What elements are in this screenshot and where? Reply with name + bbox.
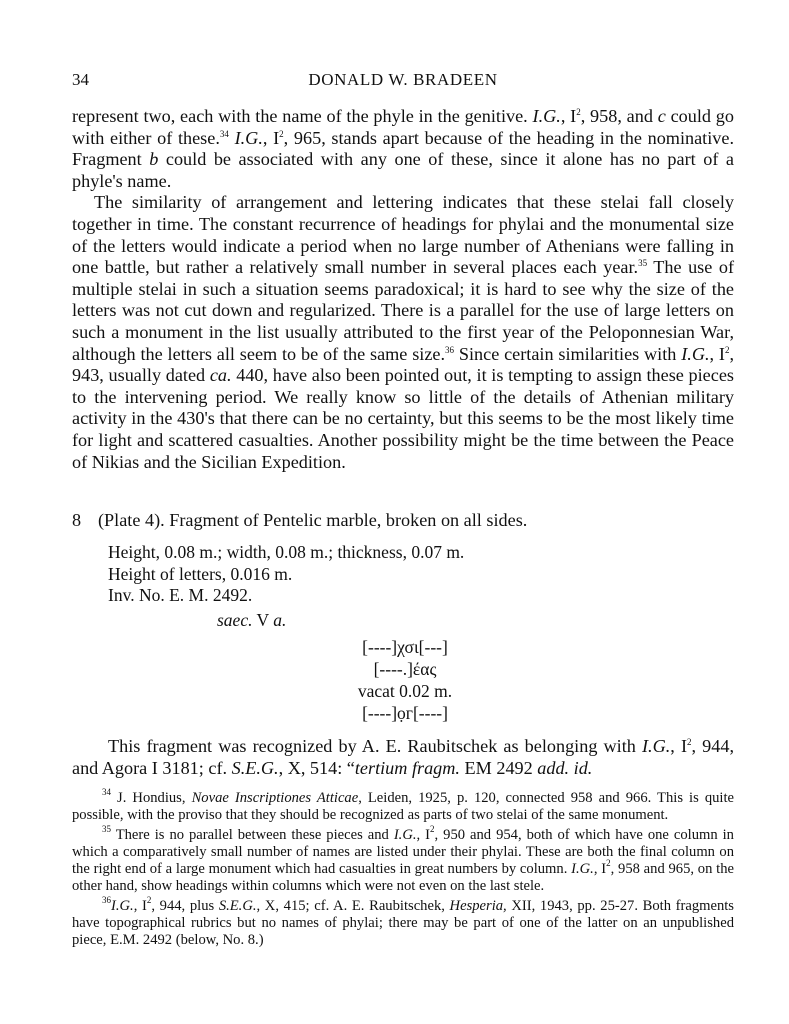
catalogue-entry-heading <box>72 509 734 531</box>
inscription-line-2: [----.]έας <box>373 659 437 679</box>
footnote-ref-34: 34 <box>219 128 229 139</box>
footnote-ref-35: 35 <box>638 258 648 269</box>
dimensions: Height, 0.08 m.; width, 0.08 m.; thickness, 0.07 m. <box>108 542 465 562</box>
entry-number: 8 <box>72 510 82 530</box>
entry-plate: (Plate 4). <box>98 510 165 530</box>
letter-height: Height of letters, 0.016 m. <box>108 563 293 584</box>
main-text <box>72 106 734 473</box>
paragraph-dating: The similarity of arrangement and lettering indicates that these stelai fall closely together in time. The constant recurrence of headings for phylai and the monumental size of the letters would indicate a period when no large number of Athenians were falling in one battle, but rather a relatively small number in several places each year.$^{35}$ The use of multiple stelai in such a situation seems paradoxical; it is hard to see why the size of the letters was not cut down and regularized. There is a parallel for the use of large letters on such a monument in the list usually attributed to the first year of the Peloponnesian War, although the letters all seem to be of the same size.$^{36}$ Since certain similarities with I.G., $I^2$, 943, usually dated ca. 440, have also been pointed out, it is tempting to assign these pieces to the intervening period. We really know so little of the details of Athenian military activity in the 430's that there can be no certainty, but this seems to be the most likely time for light and scattered casualties. Another possibility might be the time between the Peace of Nikias and the Sicilian Expedition. <box>72 192 735 472</box>
entry-measurements <box>108 542 464 607</box>
page-number: 34 <box>72 70 89 89</box>
running-header <box>72 70 734 94</box>
inscription-line-4: [----]ọᴦ[----] <box>362 703 448 723</box>
entry-description: Fragment of Pentelic marble, broken on all sides. <box>169 510 528 530</box>
footnote-36: $^{36}$I.G., $I^2$, 944, plus S.E.G., X, 415; cf. A. E. Raubitschek, Hesperia, XII, 1943, pp. 25-27. Both fragments have topographical rubrics but no names of phylai; there may be part of one of the latter on an unpublished piece, E.M. 2492 (below, No. 8.) <box>72 894 734 949</box>
footnote-ref-36: 36 <box>445 344 455 355</box>
paragraph-recognition: This fragment was recognized by A. E. Raubitschek as belonging with I.G., $I^2$, 944, and Agora I 3181; cf. S.E.G., X, 514: “tertium fragm. EM 2492 add. id. <box>72 736 735 778</box>
running-header-author: DONALD W. BRADEEN <box>308 70 498 89</box>
inscription-vacat: vacat 0.02 m. <box>357 681 453 701</box>
inscription-line-1: [----]χσι[---] <box>362 637 448 657</box>
paragraph-continuation: represent two, each with the name of the phyle in the genitive. I.G., $I^2$, 958, and c could go with either of these.$^{34}$ I.G., $I^2$, 965, stands apart because of the heading in the nominative. Fragment b could be associated with any one of these, since it alone has no part of a phyle's name. <box>72 106 734 191</box>
date-line: saec. V a. <box>217 610 287 630</box>
footnotes <box>72 787 734 952</box>
footnote-34: $^{34}$ J. Hondius, Novae Inscriptiones Atticae, Leiden, 1925, p. 120, connected 958 and 966. This is quite possible, with the proviso that they should be recognized as parts of two stelai of the same monument. <box>72 787 734 824</box>
footnote-35: $^{35}$ There is no parallel between these pieces and I.G., $I^2$, 950 and 954, both of which have one column in which a comparatively small number of names are listed under their phylai. These are both the final column on the right end of a large monument which had casualties in great numbers by column. I.G., $I^2$, 958 and 965, on the other hand, show headings within columns which were not even on the last stele. <box>72 823 734 895</box>
inventory-number: Inv. No. E. M. 2492. <box>108 585 253 605</box>
